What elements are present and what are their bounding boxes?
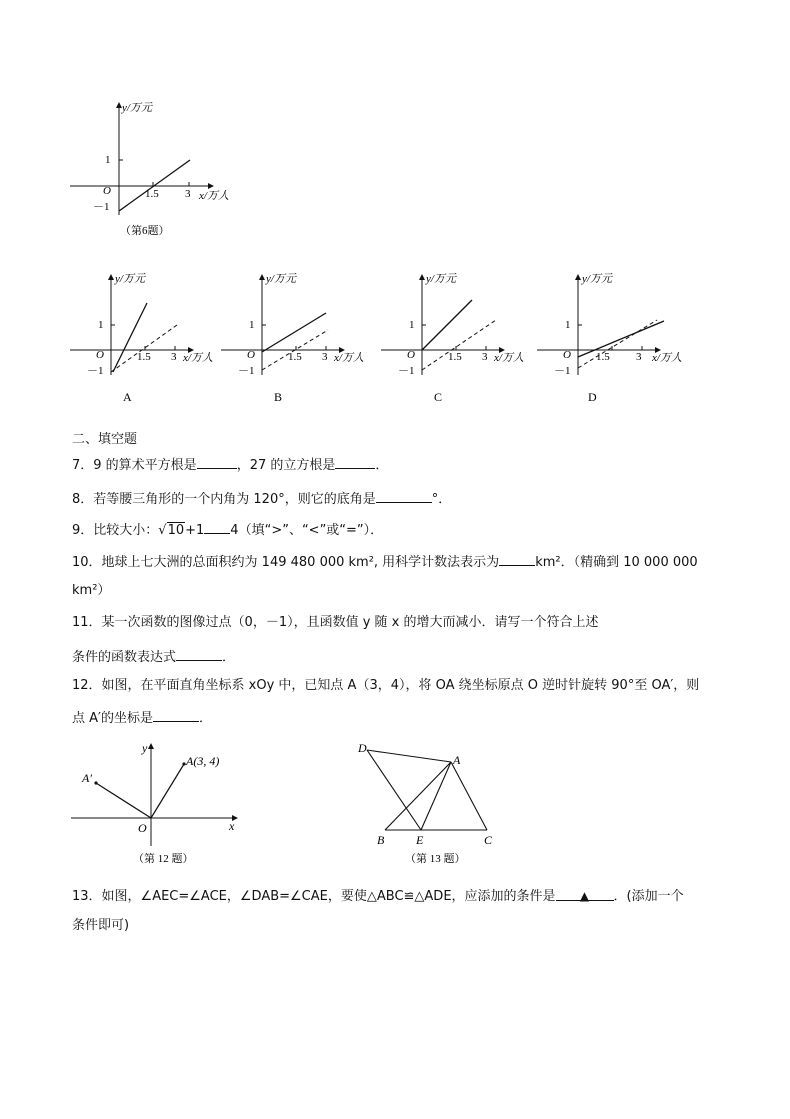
y-unit-label: y/万元 [122, 102, 152, 114]
svg-text:1: 1 [565, 319, 571, 331]
svg-text:y/万元: y/万元 [266, 273, 296, 285]
answer-blank[interactable] [197, 456, 237, 469]
svg-text:3: 3 [636, 351, 642, 363]
svg-text:y/万元: y/万元 [582, 273, 612, 285]
svg-text:－1: －1 [554, 365, 571, 377]
question-11: 11．某一次函数的图像过点（0，－1），且函数值 y 随 x 的增大而减小．请写一个符合上述 [72, 615, 599, 630]
svg-text:O: O [138, 821, 147, 835]
tick-label-1: 1 [105, 154, 111, 166]
fig12-caption: （第 12 题） [133, 853, 194, 865]
sqrt-expression: √10 [158, 523, 185, 538]
answer-blank[interactable] [204, 521, 230, 534]
question-7: 7．9 的算术平方根是 ，27 的立方根是 ． [72, 458, 389, 473]
question-11-line2: 条件的函数表达式 ． [72, 650, 236, 665]
svg-text:O: O [407, 349, 415, 361]
svg-text:1.5: 1.5 [288, 351, 302, 363]
svg-text:1.5: 1.5 [596, 351, 610, 363]
question-9: 9．比较大小：√10+1 4（填“>”、“<”或“=”）． [72, 523, 384, 538]
option-label-b: B [274, 390, 283, 404]
question-10-line2: km²） [72, 583, 111, 598]
svg-text:y: y [142, 741, 148, 755]
svg-text:A′: A′ [82, 771, 92, 785]
answer-blank[interactable]: ▲ [556, 888, 614, 901]
tick-label-1-5: 1.5 [145, 188, 159, 200]
solid-line [422, 300, 472, 350]
option-label-a: A [123, 390, 132, 404]
svg-text:－1: －1 [238, 365, 255, 377]
svg-text:y/万元: y/万元 [115, 273, 145, 285]
svg-text:3: 3 [482, 351, 488, 363]
answer-blank[interactable] [176, 648, 222, 661]
origin-label: O [103, 185, 111, 197]
svg-text:1.5: 1.5 [448, 351, 462, 363]
tick-label-neg1: －1 [93, 201, 110, 213]
option-label-c: C [434, 390, 443, 404]
svg-text:－1: －1 [87, 365, 104, 377]
segment-oa-prime [96, 783, 151, 818]
svg-text:3: 3 [171, 351, 177, 363]
svg-text:A: A [453, 753, 461, 767]
svg-text:x: x [229, 819, 235, 833]
solid-line [262, 313, 326, 352]
fig13-caption: （第 13 题） [405, 853, 466, 865]
tick-label-3: 3 [185, 188, 191, 200]
answer-blank[interactable] [335, 456, 375, 469]
svg-text:1.5: 1.5 [137, 351, 151, 363]
svg-text:x/万人: x/万人 [652, 352, 682, 364]
option-label-d: D [588, 390, 597, 404]
svg-text:D: D [358, 741, 367, 755]
dashed-line [111, 325, 177, 372]
svg-text:－1: －1 [398, 365, 415, 377]
svg-text:x/万人: x/万人 [183, 352, 213, 364]
svg-text:1: 1 [98, 319, 104, 331]
svg-text:x/万人: x/万人 [334, 352, 364, 364]
svg-text:C: C [484, 833, 493, 847]
question-10: 10．地球上七大洲的总面积约为 149 480 000 km², 用科学计数法表示为 km²．（精确到 10 000 000 [72, 555, 698, 570]
svg-text:3: 3 [322, 351, 328, 363]
svg-text:1: 1 [249, 319, 255, 331]
svg-text:1: 1 [409, 319, 415, 331]
question-12-line2: 点 A′的坐标是 ． [72, 711, 212, 726]
svg-text:B: B [377, 833, 385, 847]
svg-text:y/万元: y/万元 [426, 273, 456, 285]
option-b-graph [216, 265, 376, 410]
answer-blank[interactable] [376, 490, 432, 503]
answer-blank[interactable] [499, 553, 535, 566]
svg-text:A(3, 4): A(3, 4) [186, 754, 220, 768]
q6-caption: （第6题） [120, 225, 170, 237]
option-c-graph [376, 265, 536, 410]
figure-12 [65, 738, 250, 868]
option-a-graph [65, 265, 225, 410]
segment-oa [151, 764, 184, 818]
dashed-line [578, 320, 657, 368]
figure-13 [355, 736, 505, 868]
q6-main-graph [65, 95, 245, 245]
question-13-line2: 条件即可) [72, 918, 130, 933]
section-title: 二、填空题 [72, 432, 138, 447]
question-8: 8．若等腰三角形的一个内角为 120°，则它的底角是 °． [72, 492, 452, 507]
svg-text:O: O [247, 349, 255, 361]
question-13: 13．如图，∠AEC=∠ACE，∠DAB=∠CAE，要使△ABC≌△ADE，应添加的条件是 ▲ ．(添加一个 [72, 889, 684, 904]
svg-text:E: E [416, 833, 424, 847]
x-unit-label: x/万人 [199, 190, 229, 202]
svg-text:x/万人: x/万人 [494, 352, 524, 364]
option-d-graph [532, 265, 692, 410]
svg-text:O: O [96, 349, 104, 361]
question-12: 12．如图，在平面直角坐标系 xOy 中，已知点 A（3，4），将 OA 绕坐标原点 O 逆时针旋转 90°至 OA′，则 [72, 678, 700, 693]
answer-blank[interactable] [153, 709, 199, 722]
svg-text:O: O [563, 349, 571, 361]
